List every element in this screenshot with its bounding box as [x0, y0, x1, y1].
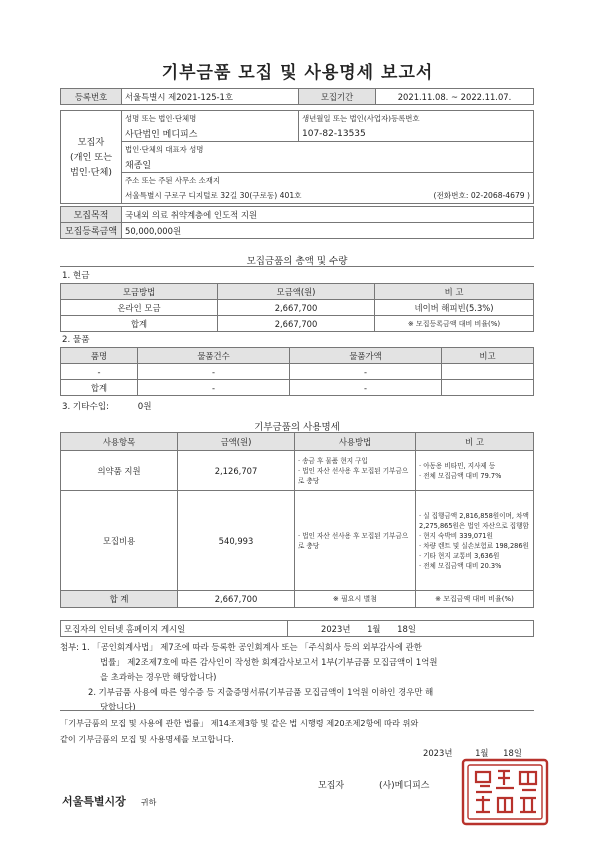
goods-heading: 2. 물품 [62, 335, 90, 345]
statement-divider [60, 710, 534, 711]
goods-table [60, 347, 534, 396]
cash-table [60, 283, 534, 332]
signer-label: 모집자 [318, 781, 345, 791]
report-day: 18일 [503, 748, 522, 758]
usage-section-title: 기부금품의 사용명세 [254, 422, 340, 433]
reg-amount-label: 모집등록금액 [61, 223, 122, 239]
collector-name: 사단법인 메디피스 [122, 126, 299, 142]
report-month: 1월 [475, 748, 489, 758]
usage-total-method: ※ 필요시 별첨 [295, 591, 416, 608]
recipient [62, 790, 156, 809]
attachment-line: 법률」 제2조제7호에 따른 감사인이 작성한 회계감사보고서 1부(기부금품 모집금액이 1억원 [100, 657, 438, 667]
collector-label [61, 111, 122, 204]
attachment-line: 첨부: 1. 「공인회계사법」 제7조에 따라 등록한 공인회계사 또는 「주식회사 등의 외부감사에 관한 [60, 642, 422, 652]
goods-total-cell: - [290, 380, 442, 396]
name-label: 성명 또는 법인·단체명 [122, 111, 299, 127]
internet-date [288, 621, 534, 637]
goods-header: 품명 [61, 348, 138, 364]
usage-note-line: · 전체 모집금액 대비 20.3% [419, 561, 502, 570]
other-value: 0원 [137, 402, 152, 412]
usage-amount: 540,993 [178, 491, 295, 591]
usage-header: 사용항목 [61, 433, 178, 451]
usage-amount: 2,126,707 [178, 451, 295, 491]
cash-heading: 1. 현금 [62, 271, 90, 281]
attachment-line: 을 초과하는 경우만 해당합니다) [100, 672, 217, 682]
cash-total-label: 합계 [61, 316, 218, 332]
signer [318, 778, 429, 791]
other-heading: 3. 기타수입: [62, 402, 110, 412]
attachment-line: 2. 기부금품 사용에 따른 영수증 등 지출증명서류(기부금품 모집금액이 1억원 이하인 경우만 해 [88, 687, 434, 697]
cash-total-amount: 2,667,700 [218, 316, 375, 332]
rep-label: 법인·단체의 대표자 성명 [122, 142, 534, 158]
usage-note-line: · 차량 렌트 및 실손보험료 198,286원 [419, 541, 529, 550]
usage-total-amount: 2,667,700 [178, 591, 295, 608]
collector-address: 서울특별시 구로구 디지털로 32길 30(구로동) 401호 [125, 191, 302, 200]
usage-total-note: ※ 모집금액 대비 비율(%) [416, 591, 534, 608]
goods-cell: - [290, 364, 442, 380]
registration-table [60, 88, 534, 105]
internet-label: 모집자의 인터넷 홈페이지 게시일 [61, 621, 288, 637]
period-value: 2021.11.08. ~ 2022.11.07. [376, 89, 534, 105]
cash-note: 네이버 해피빈(5.3%) [375, 300, 534, 316]
goods-total-cell [442, 380, 534, 396]
usage-item: 의약품 지원 [61, 451, 178, 491]
goods-header: 비고 [442, 348, 534, 364]
addr-row [122, 188, 534, 204]
usage-method-line: · 송금 후 물품 현지 구입 [298, 456, 368, 465]
internet-day: 18일 [397, 623, 416, 634]
signer-name: (사)메디피스 [378, 781, 430, 791]
internet-table [60, 620, 534, 637]
id-label: 생년월일 또는 법인(사업자)등록번호 [299, 111, 534, 127]
goods-header: 물품건수 [138, 348, 290, 364]
collector-id: 107-82-13535 [299, 126, 534, 142]
usage-table [60, 432, 534, 608]
usage-item: 모집비용 [61, 491, 178, 591]
usage-method-line: · 법인 자산 선사용 후 모집된 기부금으로 충당 [298, 466, 409, 485]
usage-note-line: · 전체 모집금액 대비 79.7% [419, 471, 502, 480]
total-section-title: 모집금품의 총액 및 수량 [246, 256, 348, 267]
purpose-table [60, 206, 534, 239]
reg-value: 서울특별시 제2021-125-1호 [122, 89, 299, 105]
goods-cell [442, 364, 534, 380]
attachments [60, 640, 534, 715]
usage-method-line: · 법인 자산 선사용 후 모집된 기부금으로 충당 [298, 531, 409, 550]
statement-line: 「기부금품의 모집 및 사용에 관한 법률」 제14조제3항 및 같은 법 시행령 제20조제2항에 따라 위와 [60, 718, 419, 728]
cash-header: 모금액(원) [218, 284, 375, 300]
purpose-value: 국내외 의료 취약계층에 인도적 지원 [122, 207, 534, 223]
collector-label-line: (개인 또는 [69, 151, 112, 163]
official-seal-stamp [458, 756, 552, 828]
reg-label: 등록번호 [61, 89, 122, 105]
report-year: 2023년 [423, 748, 453, 758]
usage-method [295, 491, 416, 591]
cash-header: 비 고 [375, 284, 534, 300]
reg-amount-value: 50,000,000원 [122, 223, 534, 239]
cash-header: 모금방법 [61, 284, 218, 300]
cash-total-note: ※ 모집등록금액 대비 비율(%) [375, 316, 534, 332]
statement [60, 715, 534, 747]
usage-header: 금액(원) [178, 433, 295, 451]
collector-phone: (전화번호: 02-2068-4679 ) [433, 191, 530, 200]
internet-month: 1월 [367, 623, 381, 634]
goods-total-label: 합계 [61, 380, 138, 396]
usage-note-line: · 기타 현지 교통비 3,636원 [419, 551, 500, 560]
document-title: 기부금품 모집 및 사용명세 보고서 [161, 63, 434, 83]
period-label: 모집기간 [299, 89, 376, 105]
usage-method [295, 451, 416, 491]
usage-header: 사용방법 [295, 433, 416, 451]
usage-total-label: 합 계 [61, 591, 178, 608]
goods-cell: - [61, 364, 138, 380]
attachment-line: 당합니다) [100, 702, 136, 712]
collector-table [60, 110, 534, 204]
collector-label-line: 법인·단체) [69, 166, 112, 178]
usage-note-line: · 현지 숙박비 339,071원 [419, 531, 493, 540]
internet-year: 2023년 [321, 623, 351, 634]
cash-amount: 2,667,700 [218, 300, 375, 316]
recipient-name: 서울특별시장 [62, 795, 126, 808]
recipient-suffix: 귀하 [140, 798, 157, 807]
other-income [62, 400, 152, 412]
statement-line: 같이 기부금품의 모집 및 사용명세를 보고합니다. [60, 734, 234, 744]
rep-name: 채종일 [122, 157, 534, 173]
usage-note [416, 491, 534, 591]
usage-note [416, 451, 534, 491]
collector-label-line: 모집자 [77, 136, 105, 148]
section-divider [60, 266, 534, 267]
goods-cell: - [138, 364, 290, 380]
usage-note-line: · 실 집행금액 2,816,858원이며, 차액 2,275,865원은 법인 자산으로 집행함 [419, 511, 529, 530]
goods-total-cell: - [138, 380, 290, 396]
purpose-label: 모집목적 [61, 207, 122, 223]
addr-label: 주소 또는 주된 사무소 소재지 [122, 173, 534, 189]
usage-header: 비 고 [416, 433, 534, 451]
cash-method: 온라인 모금 [61, 300, 218, 316]
usage-note-line: · 아동용 비타민, 지사제 등 [419, 461, 496, 470]
goods-header: 물품가액 [290, 348, 442, 364]
